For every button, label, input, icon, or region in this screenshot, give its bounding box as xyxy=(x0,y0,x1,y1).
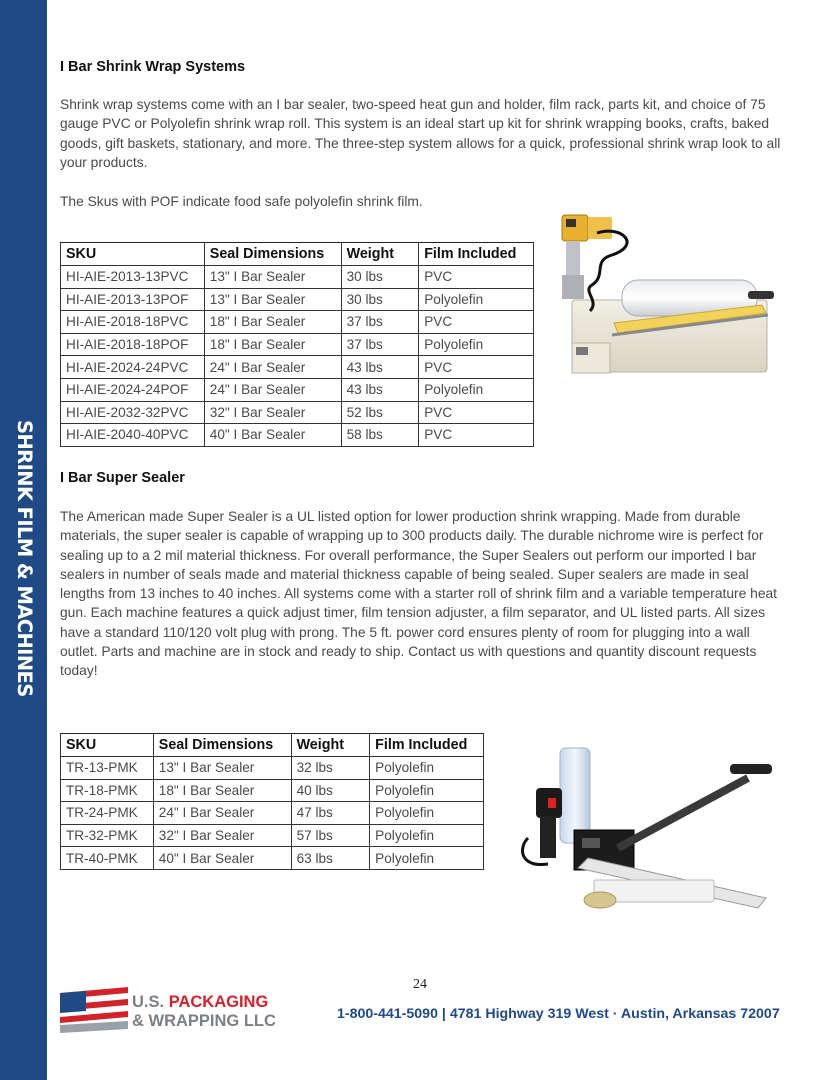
logo-prefix: U.S. xyxy=(132,993,169,1011)
shrink-wrap-systems-table xyxy=(60,242,534,447)
table-cell: 58 lbs xyxy=(341,424,419,447)
table-cell: 24" I Bar Sealer xyxy=(153,802,291,825)
company-logo xyxy=(58,985,288,1035)
table-cell: PVC xyxy=(419,401,534,424)
section1-pof-note: The Skus with POF indicate food safe polyolefin shrink film. xyxy=(60,194,423,209)
table-cell: 30 lbs xyxy=(341,266,419,289)
table-cell: 32 lbs xyxy=(291,757,370,780)
super-sealer-table xyxy=(60,733,484,870)
column-header: Weight xyxy=(341,243,419,266)
table-cell: 32" I Bar Sealer xyxy=(204,401,341,424)
table-cell: Polyolefin xyxy=(419,333,534,356)
table-row xyxy=(61,288,534,311)
table-cell: TR-40-PMK xyxy=(61,847,154,870)
column-header: SKU xyxy=(61,243,205,266)
table-header-row xyxy=(61,734,484,757)
section-heading-shrink-wrap-systems: I Bar Shrink Wrap Systems xyxy=(60,59,246,75)
table-row xyxy=(61,333,534,356)
table-cell: HI-AIE-2032-32PVC xyxy=(61,401,205,424)
table-row xyxy=(61,424,534,447)
table-row xyxy=(61,266,534,289)
table-row xyxy=(61,847,484,870)
table-cell: HI-AIE-2018-18POF xyxy=(61,333,205,356)
table-cell: PVC xyxy=(419,311,534,334)
table-cell: HI-AIE-2040-40PVC xyxy=(61,424,205,447)
table-cell: 32" I Bar Sealer xyxy=(153,824,291,847)
table-cell: 52 lbs xyxy=(341,401,419,424)
column-header: SKU xyxy=(61,734,154,757)
table-row xyxy=(61,824,484,847)
column-header: Film Included xyxy=(419,243,534,266)
side-category-label: SHRINK FILM & MACHINES xyxy=(13,420,36,697)
table-cell: 24" I Bar Sealer xyxy=(204,356,341,379)
table-cell: 13" I Bar Sealer xyxy=(204,266,341,289)
table-cell: 40" I Bar Sealer xyxy=(204,424,341,447)
section1-description: Shrink wrap systems come with an I bar sealer, two-speed heat gun and holder, film rack, parts kit, and choice of 75 gauge PVC or Polyolefin shrink wrap roll. This system is an ideal start up kit for shrink wrapping books, crafts, baked goods, gift baskets, stationary, and more. The three-step system allows for a quick, professional shrink wrap look to all your products. xyxy=(60,97,781,170)
logo-text-line2: & WRAPPING LLC xyxy=(132,1012,276,1030)
column-header: Film Included xyxy=(370,734,484,757)
table-row xyxy=(61,802,484,825)
side-band xyxy=(0,0,47,1080)
table-cell: HI-AIE-2013-13PVC xyxy=(61,266,205,289)
page-number: 24 xyxy=(413,977,427,992)
table-cell: 13" I Bar Sealer xyxy=(204,288,341,311)
table-cell: HI-AIE-2024-24PVC xyxy=(61,356,205,379)
table-cell: Polyolefin xyxy=(370,847,484,870)
table-cell: HI-AIE-2024-24POF xyxy=(61,378,205,401)
section2-description: The American made Super Sealer is a UL listed option for lower production shrink wrapping. Made from durable materials, the super sealer is capable of wrapping up to 300 products daily. The durable nichrome wire is perfect for sealing up to a 2 mil material thickness. For overall performance, the Super Sealers out perform our imported I bar sealers in number of seals made and material thickness capable of being sealed. Super sealers are made in seal lengths from 13 inches to 40 inches. All systems come with a starter roll of shrink film and a variable temperature heat gun. Each machine features a quick adjust timer, film tension adjuster, a film separator, and UL listed parts. All sizes have a standard 110/120 volt plug with prong. The 5 ft. power cord ensures plenty of room for plugging into a wall outlet. Parts and machine are in stock and ready to ship. Contact us with questions and quantity discount requests today! xyxy=(60,509,778,679)
table-cell: Polyolefin xyxy=(370,779,484,802)
table-cell: Polyolefin xyxy=(419,288,534,311)
table-cell: Polyolefin xyxy=(419,378,534,401)
table-cell: Polyolefin xyxy=(370,824,484,847)
logo-text-line1 xyxy=(132,993,268,1012)
table-cell: TR-32-PMK xyxy=(61,824,154,847)
table-row xyxy=(61,356,534,379)
table-cell: Polyolefin xyxy=(370,802,484,825)
table-cell: 30 lbs xyxy=(341,288,419,311)
table-cell: 57 lbs xyxy=(291,824,370,847)
section-heading-super-sealer: I Bar Super Sealer xyxy=(60,470,185,486)
table-cell: 40" I Bar Sealer xyxy=(153,847,291,870)
table-cell: 24" I Bar Sealer xyxy=(204,378,341,401)
table-row xyxy=(61,378,534,401)
table-cell: 40 lbs xyxy=(291,779,370,802)
table-header-row xyxy=(61,243,534,266)
table-cell: 43 lbs xyxy=(341,378,419,401)
table-cell: 63 lbs xyxy=(291,847,370,870)
column-header: Seal Dimensions xyxy=(153,734,291,757)
table-cell: PVC xyxy=(419,356,534,379)
flag-logo-icon xyxy=(58,985,130,1035)
table-cell: 18" I Bar Sealer xyxy=(204,333,341,356)
column-header: Seal Dimensions xyxy=(204,243,341,266)
table-row xyxy=(61,401,534,424)
table-cell: 37 lbs xyxy=(341,333,419,356)
table-row xyxy=(61,779,484,802)
table-cell: HI-AIE-2018-18PVC xyxy=(61,311,205,334)
table-cell: TR-13-PMK xyxy=(61,757,154,780)
table-cell: TR-24-PMK xyxy=(61,802,154,825)
super-sealer-photo xyxy=(508,738,783,918)
table-cell: 18" I Bar Sealer xyxy=(204,311,341,334)
footer-contact: 1-800-441-5090 | 4781 Highway 319 West · Austin, Arkansas 72007 xyxy=(337,1006,780,1022)
table-cell: 43 lbs xyxy=(341,356,419,379)
table-cell: 37 lbs xyxy=(341,311,419,334)
column-header: Weight xyxy=(291,734,370,757)
table-cell: PVC xyxy=(419,424,534,447)
table-cell: TR-18-PMK xyxy=(61,779,154,802)
table-cell: PVC xyxy=(419,266,534,289)
table-row xyxy=(61,311,534,334)
table-cell: Polyolefin xyxy=(370,757,484,780)
table-cell: 13" I Bar Sealer xyxy=(153,757,291,780)
logo-accent: PACKAGING xyxy=(168,993,269,1011)
table-cell: 18" I Bar Sealer xyxy=(153,779,291,802)
table-row xyxy=(61,757,484,780)
i-bar-sealer-photo xyxy=(552,205,792,385)
table-cell: 47 lbs xyxy=(291,802,370,825)
table-cell: HI-AIE-2013-13POF xyxy=(61,288,205,311)
